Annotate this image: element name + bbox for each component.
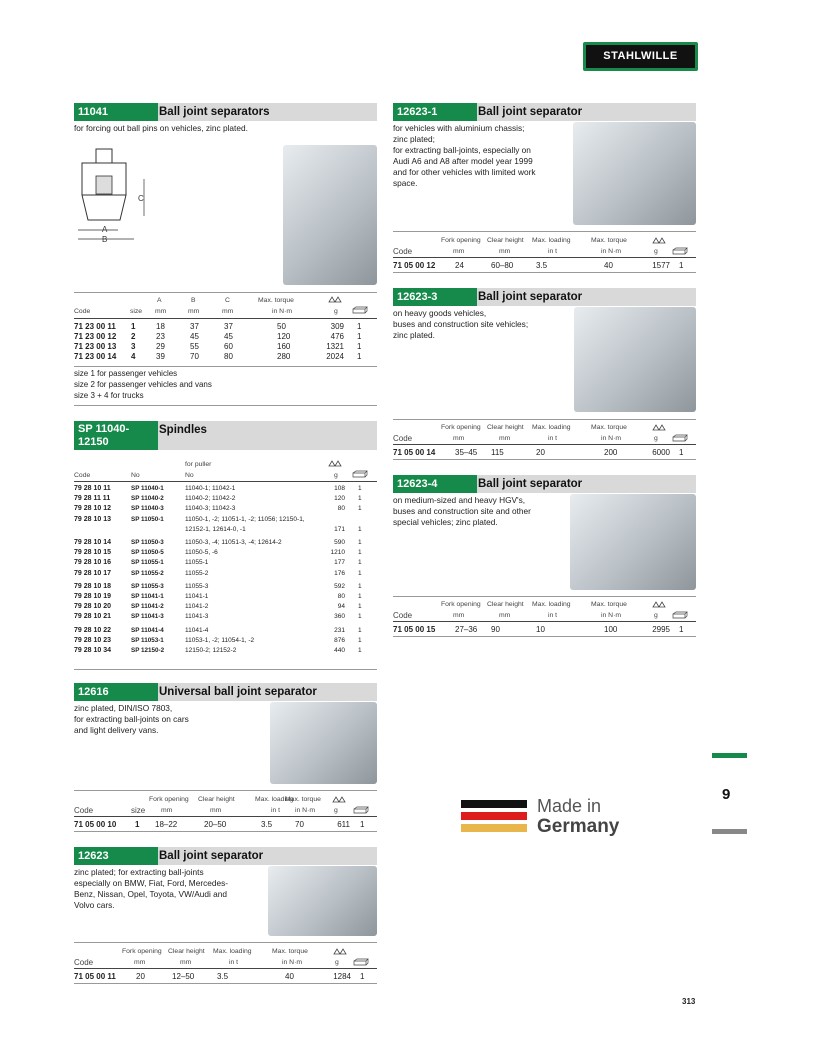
- product-title: Ball joint separator: [478, 478, 583, 490]
- row-no: SP 11050-1: [131, 515, 164, 523]
- col-torque-unit: in N·m: [295, 807, 316, 814]
- row-code: 79 28 10 34: [74, 647, 111, 654]
- row-weight: 120: [334, 495, 345, 503]
- dim-c-label: C: [138, 194, 144, 203]
- col-load-unit: in t: [229, 959, 239, 966]
- product-description: zinc plated, DIN/ISO 7803, for extracting ball-joints on cars and light delivery vans.: [74, 703, 189, 735]
- row-qty: 1: [358, 593, 362, 600]
- col-code: Code: [74, 806, 94, 815]
- row-qty: 1: [358, 647, 362, 654]
- row-qty: 1: [358, 582, 362, 590]
- row-torque: 40: [604, 261, 613, 270]
- col-c-unit: mm: [222, 308, 234, 315]
- col-load-unit: in t: [548, 612, 558, 619]
- row-b: 37: [190, 322, 199, 331]
- row-no: SP 12150-2: [131, 647, 165, 654]
- section-header: [393, 288, 696, 306]
- row-puller: 11055-3: [185, 582, 209, 590]
- section-header: [74, 683, 377, 701]
- col-g: g: [334, 807, 338, 814]
- row-code: 71 05 00 15: [393, 625, 436, 634]
- product-title: Spindles: [159, 424, 207, 436]
- row-qty: 1: [679, 448, 684, 457]
- row-puller: 11055-1: [185, 559, 209, 567]
- row-size: 1: [135, 820, 140, 829]
- row-qty: 1: [360, 820, 365, 829]
- row-weight: 611: [337, 820, 350, 829]
- scale-icon: [652, 424, 666, 432]
- row-qty: 1: [358, 485, 362, 492]
- chapter-bar-top: [712, 753, 747, 758]
- row-puller: 12150-2; 12152-2: [185, 647, 237, 654]
- row-b: 70: [190, 352, 199, 361]
- row-qty: 1: [358, 525, 362, 533]
- row-code: 79 28 10 17: [74, 569, 111, 577]
- col-fork-unit: mm: [134, 959, 146, 966]
- product-code: 12623-4: [393, 475, 477, 493]
- row-weight: 2024: [326, 352, 344, 361]
- row-qty: 1: [358, 539, 362, 546]
- dim-a-label: A: [102, 225, 108, 234]
- divider: [74, 790, 377, 791]
- product-description: on medium-sized and heavy HGV's, buses and construction site and other special vehicles; zinc plated.: [393, 495, 531, 527]
- col-no: No: [131, 472, 140, 479]
- row-puller: 11050-5, -6: [185, 549, 218, 557]
- row-puller: 11041-1: [185, 593, 209, 600]
- divider: [74, 942, 377, 943]
- col-clear: Clear height: [198, 796, 235, 803]
- row-code: 71 05 00 14: [393, 448, 436, 457]
- row-no: SP 11055-3: [131, 582, 164, 590]
- col-size: size: [130, 308, 143, 315]
- divider: [393, 419, 696, 420]
- row-clear: 12–50: [172, 972, 195, 981]
- row-size: 2: [131, 332, 136, 341]
- made-in-germany-badge: [459, 796, 629, 840]
- row-c: 37: [224, 322, 233, 331]
- row-code: 79 28 10 23: [74, 636, 111, 644]
- scale-icon: [652, 237, 666, 245]
- row-code: 71 23 00 11: [74, 322, 116, 331]
- row-qty: 1: [358, 495, 362, 503]
- col-weight-unit: g: [334, 308, 338, 315]
- row-no: SP 11040-3: [131, 505, 164, 513]
- row-puller: 11040-1; 11042-1: [185, 485, 236, 492]
- section-header: [393, 475, 696, 493]
- section-spindles: [74, 421, 377, 450]
- row-weight: 2995: [652, 625, 670, 634]
- row-qty: 1: [358, 569, 362, 577]
- col-fork-unit: mm: [161, 807, 173, 814]
- row-code: 79 28 10 15: [74, 549, 111, 557]
- scale-icon: [333, 948, 347, 956]
- product-code: 11041: [74, 103, 158, 121]
- row-code: 79 28 10 16: [74, 559, 111, 567]
- row-torque: 160: [277, 342, 291, 351]
- row-code: 71 05 00 10: [74, 820, 117, 829]
- row-fork: 24: [455, 261, 464, 270]
- row-weight: 590: [334, 539, 345, 546]
- row-weight: 1210: [330, 549, 345, 557]
- section-header: [74, 847, 377, 865]
- scale-icon: [652, 601, 666, 609]
- stahlwille-logo: [583, 42, 698, 71]
- divider: [74, 816, 377, 817]
- row-qty: 1: [358, 505, 362, 513]
- row-torque: 120: [277, 332, 291, 341]
- col-torque: Max. torque: [285, 796, 321, 803]
- row-load: 3.5: [536, 261, 548, 270]
- row-code: 79 28 10 14: [74, 539, 111, 546]
- col-load-unit: in t: [271, 807, 281, 814]
- col-torque: Max. torque: [591, 424, 627, 431]
- col-g: g: [335, 959, 339, 966]
- row-load: 3.5: [217, 972, 229, 981]
- divider: [74, 669, 377, 670]
- col-c: C: [225, 297, 230, 304]
- col-g: g: [654, 248, 658, 255]
- separator-12623-1-image: [573, 122, 696, 225]
- row-code: 71 05 00 11: [74, 972, 116, 981]
- row-fork: 20: [136, 972, 145, 981]
- col-fork: Fork opening: [441, 601, 481, 608]
- divider: [393, 231, 696, 232]
- row-code: 71 05 00 12: [393, 261, 436, 270]
- row-qty: 1: [358, 559, 362, 567]
- row-qty: 1: [358, 549, 362, 557]
- col-torque: Max. torque: [591, 601, 627, 608]
- row-qty: 1: [357, 322, 362, 331]
- divider: [393, 459, 696, 460]
- col-g: g: [654, 435, 658, 442]
- row-no: SP 11041-1: [131, 593, 164, 600]
- package-icon: [352, 306, 368, 314]
- col-clear: Clear height: [168, 948, 205, 955]
- section-header: [393, 103, 696, 121]
- row-size: 1: [131, 322, 136, 331]
- row-weight: 80: [337, 505, 345, 513]
- row-a: 39: [156, 352, 165, 361]
- row-no: SP 11041-4: [131, 626, 164, 634]
- row-code: 79 28 10 21: [74, 613, 111, 621]
- row-weight: 94: [337, 603, 345, 611]
- row-clear: 60–80: [491, 261, 514, 270]
- row-code: 71 23 00 13: [74, 342, 117, 351]
- row-qty: 1: [360, 972, 365, 981]
- row-puller: 11041-2: [185, 603, 209, 611]
- row-no: SP 11055-2: [131, 569, 164, 577]
- row-load: 3.5: [261, 820, 273, 829]
- divider: [393, 636, 696, 637]
- col-code: Code: [74, 308, 91, 315]
- row-size: 3: [131, 342, 136, 351]
- product-code: 12623-3: [393, 288, 477, 306]
- divider: [74, 968, 377, 969]
- row-torque: 70: [295, 820, 304, 829]
- col-fork: Fork opening: [441, 237, 481, 244]
- row-no: SP 11040-1: [131, 485, 164, 492]
- product-code: 12616: [74, 683, 158, 701]
- row-weight: 1284: [333, 972, 351, 981]
- col-load: Max. loading: [532, 424, 571, 431]
- row-weight: 177: [334, 559, 345, 567]
- row-puller: 11041-3: [185, 613, 209, 621]
- col-code: Code: [74, 472, 91, 479]
- row-puller: 11040-3; 11042-3: [185, 505, 236, 513]
- col-fork-unit: mm: [453, 248, 465, 255]
- row-clear: 20–50: [204, 820, 227, 829]
- row-puller: 11040-2; 11042-2: [185, 495, 236, 503]
- row-code: 71 23 00 14: [74, 352, 117, 361]
- row-qty: 1: [358, 636, 362, 644]
- product-description: for forcing out ball pins on vehicles, zinc plated.: [74, 123, 248, 133]
- col-code: Code: [393, 611, 413, 620]
- product-description: on heavy goods vehicles, buses and construction site vehicles; zinc plated.: [393, 308, 529, 340]
- divider: [393, 272, 696, 273]
- package-icon: [352, 470, 368, 478]
- col-b: B: [191, 297, 196, 304]
- row-weight: 231: [334, 626, 345, 634]
- row-no: SP 11050-5: [131, 549, 164, 557]
- divider: [74, 481, 377, 482]
- row-no: SP 11055-1: [131, 559, 164, 567]
- flag-gold-stripe: [461, 824, 527, 832]
- divider: [393, 444, 696, 445]
- row-weight: 360: [334, 613, 345, 621]
- section-11041: [74, 103, 377, 134]
- row-load: 20: [536, 448, 545, 457]
- col-g: g: [334, 472, 338, 479]
- product-code: 12623-1: [393, 103, 477, 121]
- row-puller: 11053-1, -2; 11054-1, -2: [185, 636, 255, 644]
- package-icon: [672, 434, 688, 442]
- row-b: 55: [190, 342, 199, 351]
- divider: [393, 596, 696, 597]
- col-clear-unit: mm: [210, 807, 222, 814]
- col-torque-unit: in N·m: [282, 959, 303, 966]
- product-title: Ball joint separator: [478, 291, 583, 303]
- col-a: A: [157, 297, 162, 304]
- col-clear-unit: mm: [499, 435, 511, 442]
- col-clear: Clear height: [487, 237, 524, 244]
- row-code: 79 28 10 18: [74, 582, 111, 590]
- row-qty: 1: [358, 603, 362, 611]
- row-c: 80: [224, 352, 233, 361]
- germany-text: Germany: [537, 816, 620, 837]
- col-torque-unit: in N·m: [601, 612, 622, 619]
- product-code: 12623: [74, 847, 158, 865]
- row-b: 45: [190, 332, 199, 341]
- row-weight: 592: [334, 582, 345, 590]
- product-title: Universal ball joint separator: [159, 686, 317, 698]
- ball-joint-separator-image: [283, 145, 377, 285]
- col-size: size: [131, 806, 146, 815]
- row-no: SP 11041-3: [131, 613, 164, 621]
- row-weight: 440: [334, 647, 345, 654]
- made-in-text: Made in: [537, 796, 602, 816]
- product-description: for vehicles with aluminium chassis; zinc plated; for extracting ball-joints, especially on Audi A6 and A8 after model year 1999 and for other vehicles with limited work space.: [393, 123, 536, 188]
- row-weight: 1577: [652, 261, 670, 270]
- row-torque: 100: [604, 625, 618, 634]
- row-torque: 40: [285, 972, 294, 981]
- col-fork-unit: mm: [453, 435, 465, 442]
- row-code: 79 28 10 12: [74, 505, 111, 513]
- row-torque: 200: [604, 448, 618, 457]
- divider: [74, 318, 377, 319]
- flag-black-stripe: [461, 800, 527, 808]
- divider: [393, 621, 696, 622]
- col-clear-unit: mm: [180, 959, 192, 966]
- package-icon: [353, 958, 369, 966]
- col-load: Max. loading: [255, 796, 294, 803]
- row-code: 79 28 11 11: [74, 495, 111, 503]
- universal-separator-image: [270, 702, 377, 784]
- row-weight: 476: [330, 332, 344, 341]
- row-weight: 176: [334, 569, 345, 577]
- product-code: SP 11040- 12150: [74, 421, 158, 450]
- col-torque-unit: in N·m: [601, 435, 622, 442]
- col-b-unit: mm: [188, 308, 200, 315]
- section-header: [74, 103, 377, 121]
- product-title: Ball joint separator: [159, 850, 264, 862]
- separator-12623-3-image: [574, 307, 696, 412]
- row-qty: 1: [679, 625, 684, 634]
- row-code: 79 28 10 13: [74, 515, 111, 523]
- size-notes: size 1 for passenger vehicles size 2 for passenger vehicles and vans size 3 + 4 for trucks: [74, 369, 212, 400]
- row-no: SP 11050-3: [131, 539, 164, 546]
- divider: [74, 366, 377, 367]
- col-torque: Max. torque: [258, 297, 294, 304]
- scale-icon: [328, 460, 342, 468]
- col-a-unit: mm: [155, 308, 167, 315]
- col-clear-unit: mm: [499, 612, 511, 619]
- col-fork: Fork opening: [441, 424, 481, 431]
- divider: [74, 831, 377, 832]
- scale-icon: [332, 796, 346, 804]
- row-code: 71 23 00 12: [74, 332, 117, 341]
- divider: [74, 292, 377, 293]
- col-torque-unit: in N·m: [272, 308, 293, 315]
- row-qty: 1: [357, 352, 362, 361]
- chapter-bar-bottom: [712, 829, 747, 834]
- col-clear-unit: mm: [499, 248, 511, 255]
- row-code: 79 28 10 19: [74, 593, 111, 600]
- col-code: Code: [74, 958, 94, 967]
- row-weight: 1321: [326, 342, 344, 351]
- package-icon: [672, 611, 688, 619]
- section-header: [74, 421, 377, 450]
- col-torque-unit: in N·m: [601, 248, 622, 255]
- row-code: 79 28 10 22: [74, 626, 111, 634]
- row-load: 10: [536, 625, 545, 634]
- product-title: Ball joint separator: [478, 106, 583, 118]
- row-c: 45: [224, 332, 233, 341]
- col-load-unit: in t: [548, 435, 558, 442]
- col-no2: No: [185, 472, 194, 479]
- separator-12623-4-image: [570, 494, 696, 590]
- col-clear: Clear height: [487, 424, 524, 431]
- col-load-unit: in t: [548, 248, 558, 255]
- row-weight: 6000: [652, 448, 670, 457]
- col-load: Max. loading: [213, 948, 252, 955]
- package-icon: [353, 806, 369, 814]
- row-puller: 11050-3, -4; 11051-3, -4; 12614-2: [185, 539, 282, 546]
- row-clear: 90: [491, 625, 500, 634]
- row-a: 18: [156, 322, 165, 331]
- row-qty: 1: [357, 342, 362, 351]
- row-fork: 18–22: [155, 820, 178, 829]
- divider: [74, 983, 377, 984]
- flag-red-stripe: [461, 812, 527, 820]
- col-code: Code: [393, 247, 413, 256]
- row-clear: 115: [491, 448, 504, 457]
- chapter-number: 9: [722, 786, 731, 803]
- row-qty: 1: [357, 332, 362, 341]
- row-c: 60: [224, 342, 233, 351]
- row-torque: 280: [277, 352, 291, 361]
- row-puller: 11041-4: [185, 626, 209, 634]
- row-a: 29: [156, 342, 165, 351]
- col-clear: Clear height: [487, 601, 524, 608]
- row-a: 23: [156, 332, 165, 341]
- row-puller: 12152-1, 12614-0, -1: [185, 525, 246, 533]
- row-no: SP 11040-2: [131, 495, 164, 503]
- row-weight: 80: [337, 593, 345, 600]
- row-puller: 11050-1, -2; 11051-1, -2; 11056; 12150-1,: [185, 515, 305, 523]
- separator-12623-image: [268, 866, 377, 936]
- divider: [393, 257, 696, 258]
- col-torque: Max. torque: [272, 948, 308, 955]
- row-qty: 1: [358, 613, 362, 621]
- product-title: Ball joint separators: [159, 106, 270, 118]
- divider: [74, 405, 377, 406]
- row-size: 4: [131, 352, 136, 361]
- row-qty: 1: [358, 626, 362, 634]
- logo-text: STAHLWILLE: [586, 45, 695, 68]
- dim-b-label: B: [102, 235, 108, 244]
- row-weight: 876: [334, 636, 345, 644]
- scale-icon: [328, 296, 342, 304]
- row-qty: 1: [679, 261, 684, 270]
- row-puller: 11055-2: [185, 569, 209, 577]
- row-code: 79 28 10 20: [74, 603, 111, 611]
- row-code: 79 28 10 11: [74, 485, 111, 492]
- col-code: Code: [393, 434, 413, 443]
- col-for-puller: for puller: [185, 461, 212, 468]
- row-weight: 171: [334, 525, 345, 533]
- col-fork: Fork opening: [122, 948, 162, 955]
- row-weight: 309: [330, 322, 344, 331]
- dimension-diagram: [74, 146, 164, 246]
- row-fork: 27–36: [455, 625, 478, 634]
- col-torque: Max. torque: [591, 237, 627, 244]
- col-fork-unit: mm: [453, 612, 465, 619]
- col-load: Max. loading: [532, 601, 571, 608]
- col-g: g: [654, 612, 658, 619]
- page-number: 313: [682, 997, 696, 1006]
- package-icon: [672, 247, 688, 255]
- col-fork: Fork opening: [149, 796, 189, 803]
- row-fork: 35–45: [455, 448, 478, 457]
- row-weight: 108: [334, 485, 345, 492]
- row-no: SP 11053-1: [131, 636, 164, 644]
- row-no: SP 11041-2: [131, 603, 164, 611]
- row-torque: 50: [277, 322, 286, 331]
- product-description: zinc plated; for extracting ball-joints especially on BMW, Fiat, Ford, Mercedes- Benz, Nissan, Opel, Toyota, VW/Audi and Volvo cars.: [74, 867, 229, 910]
- col-load: Max. loading: [532, 237, 571, 244]
